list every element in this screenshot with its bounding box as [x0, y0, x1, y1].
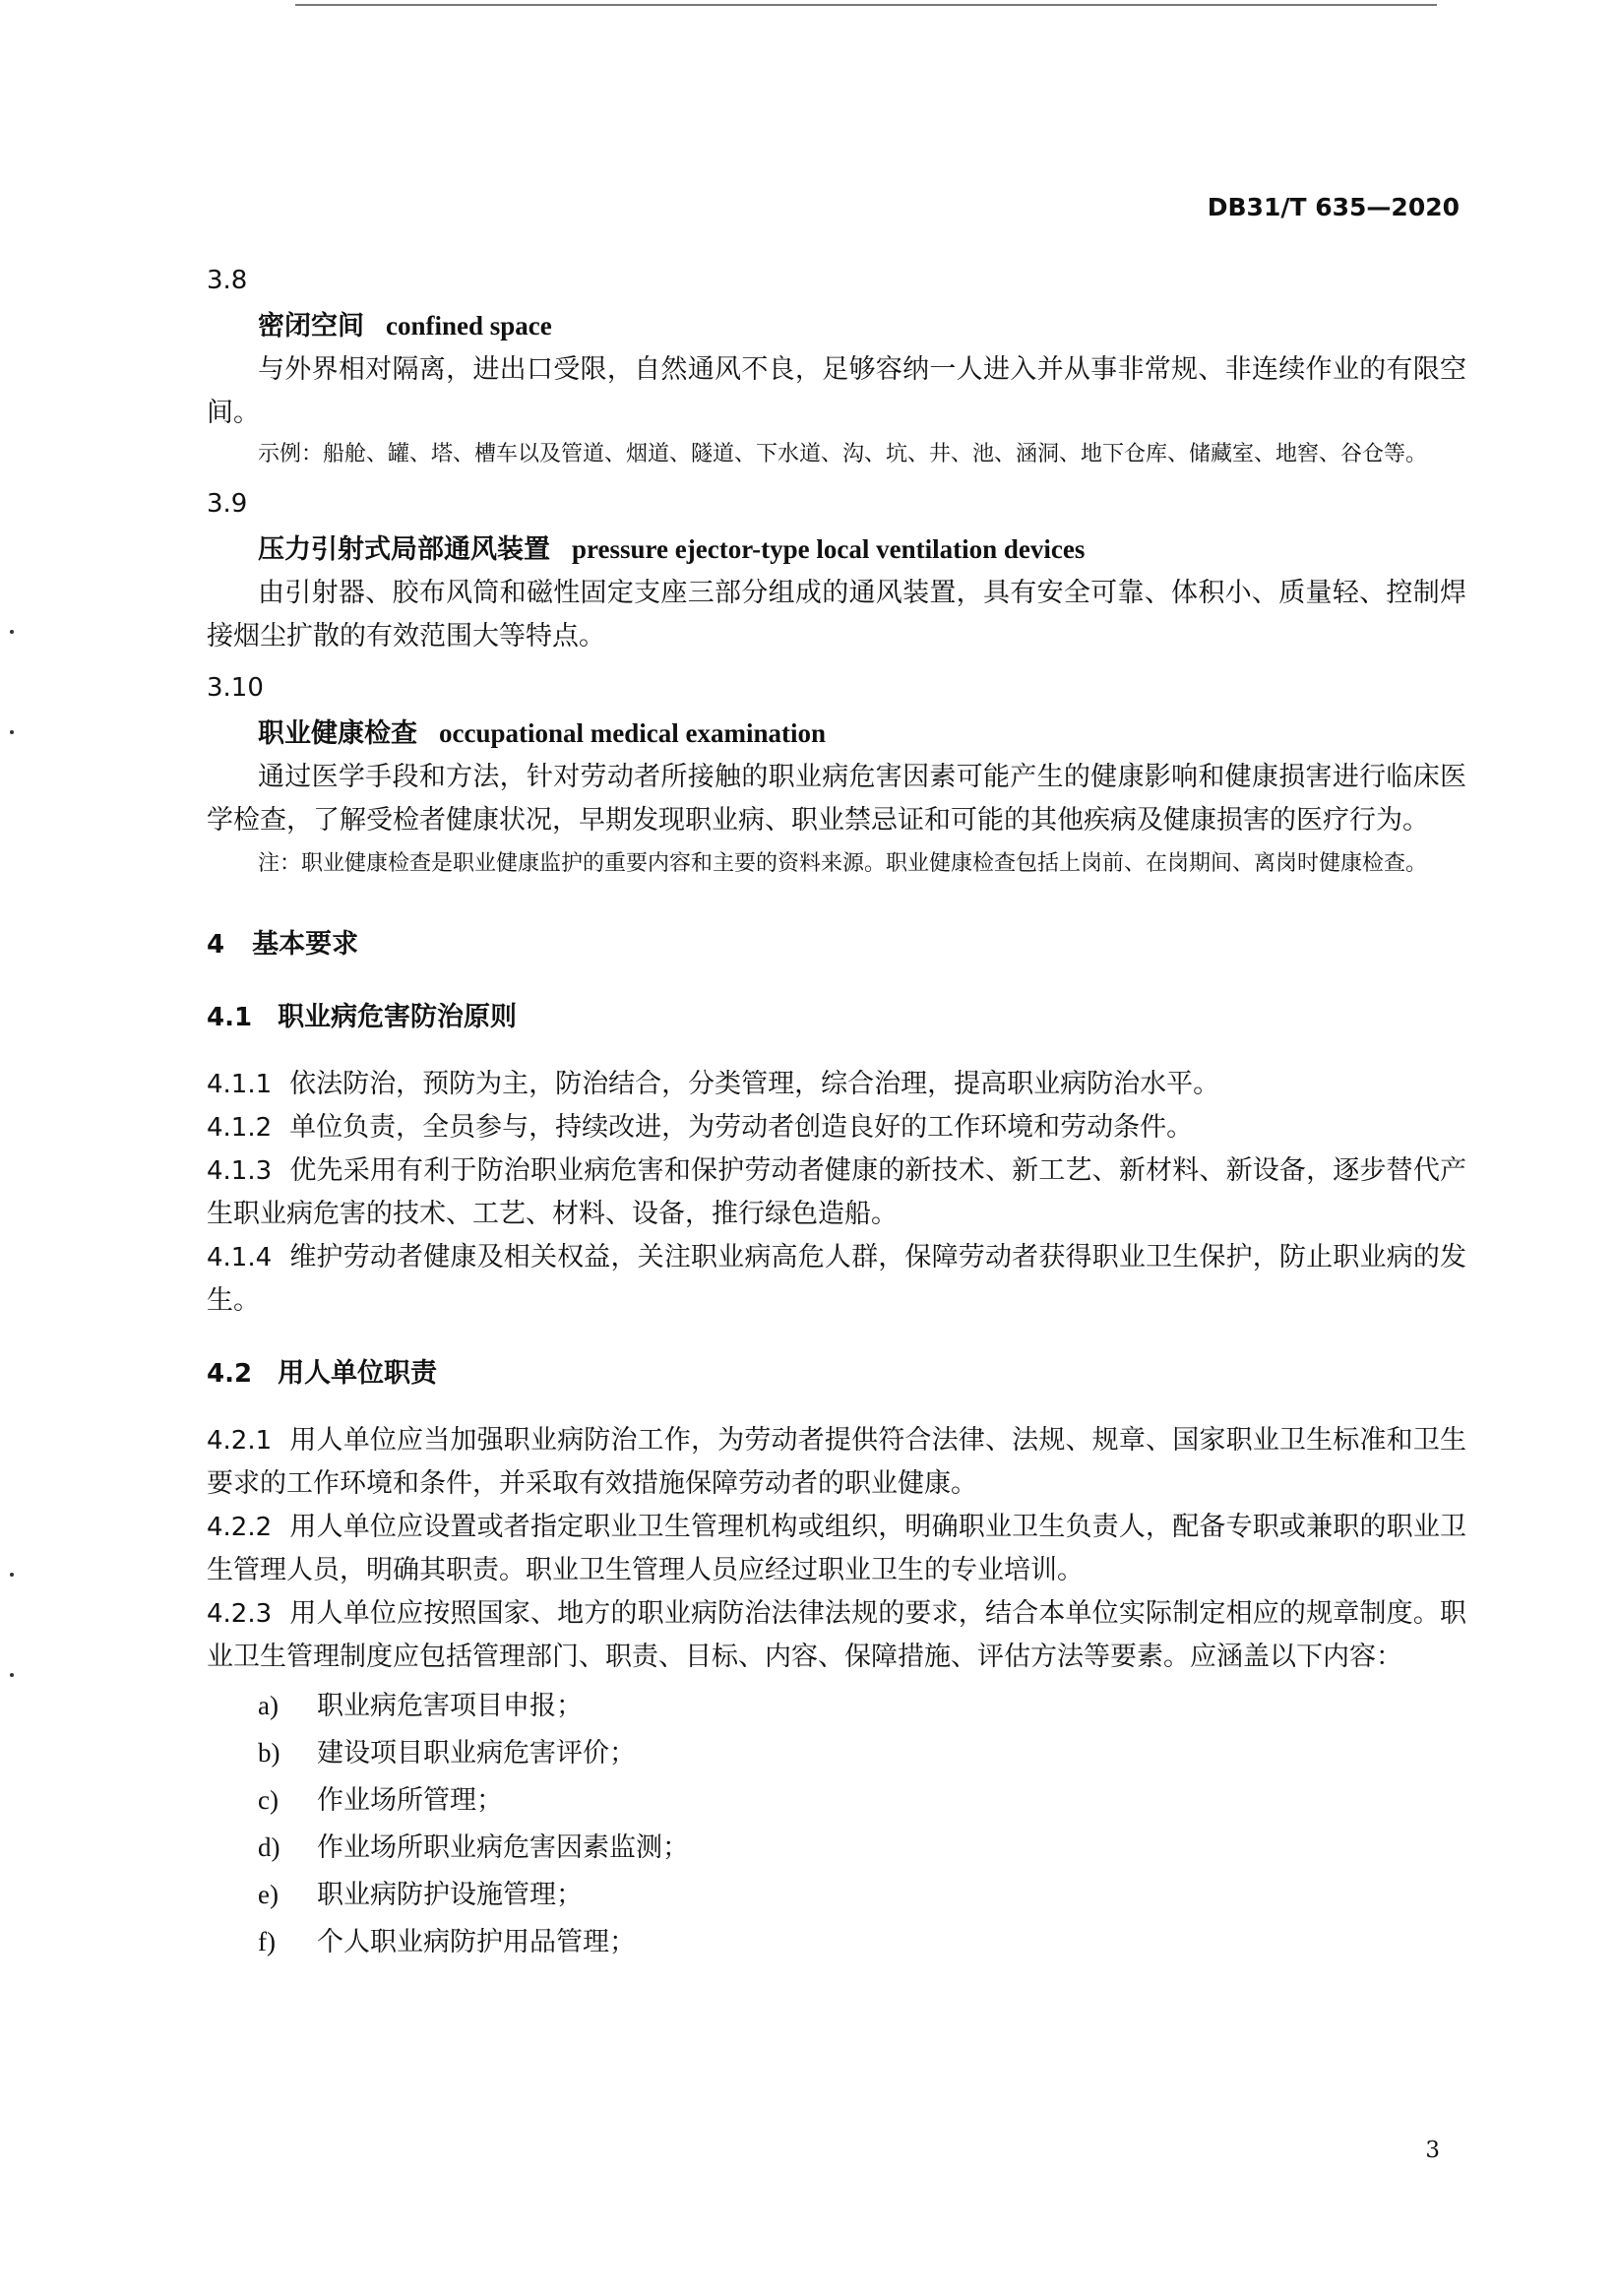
term-3-8 — [207, 259, 1466, 474]
section-4-1-heading — [207, 996, 1466, 1039]
list-item — [207, 1825, 1466, 1871]
list-item — [207, 1730, 1466, 1776]
clause-4-1-3 — [207, 1149, 1466, 1236]
term-name — [207, 527, 1466, 572]
term-name-en: occupational medical examination — [439, 718, 826, 748]
scan-mark — [10, 1673, 14, 1677]
clause-text: 优先采用有利于防治职业病危害和保护劳动者健康的新技术、新工艺、新材料、新设备，逐步替代产生职业病危害的技术、工艺、材料、设备，推行绿色造船。 — [207, 1155, 1466, 1229]
subsection-title: 用人单位职责 — [278, 1358, 438, 1389]
term-number: 3.9 — [207, 489, 248, 519]
scan-mark — [10, 730, 14, 734]
clause-4-1-2 — [207, 1106, 1466, 1149]
clause-4-1-4 — [207, 1236, 1466, 1323]
list-text: 建设项目职业病危害评价； — [317, 1738, 636, 1769]
term-name-cn: 密闭空间 — [258, 311, 364, 341]
list-item — [207, 1919, 1466, 1965]
clause-number: 4.2.1 — [207, 1426, 273, 1456]
term-name-cn: 职业健康检查 — [258, 718, 417, 749]
list-item — [207, 1683, 1466, 1729]
clause-number: 4.2.3 — [207, 1599, 273, 1629]
clause-text: 用人单位应设置或者指定职业卫生管理机构或组织，明确职业卫生负责人，配备专职或兼职的职业卫生管理人员，明确其职责。职业卫生管理人员应经过职业卫生的专业培训。 — [207, 1512, 1466, 1585]
term-3-10 — [207, 666, 1466, 886]
list-text: 个人职业病防护用品管理； — [317, 1927, 636, 1957]
list-marker: c) — [258, 1785, 279, 1815]
clause-number: 4.2.2 — [207, 1513, 273, 1542]
clause-4-2-2 — [207, 1506, 1466, 1592]
term-3-9 — [207, 482, 1466, 658]
clause-4-1-1 — [207, 1063, 1466, 1106]
section-4-2-heading — [207, 1352, 1466, 1396]
clause-4-2-3 — [207, 1592, 1466, 1679]
term-definition: 通过医学手段和方法，针对劳动者所接触的职业病危害因素可能产生的健康影响和健康损害进行临床医学检查，了解受检者健康状况，早期发现职业病、职业禁忌证和可能的其他疾病及健康损害的医疗行为。 — [207, 762, 1466, 836]
clause-text: 用人单位应按照国家、地方的职业病防治法律法规的要求，结合本单位实际制定相应的规章制度。职业卫生管理制度应包括管理部门、职责、目标、内容、保障措施、评估方法等要素。应涵盖以下内容： — [207, 1598, 1466, 1672]
note-text: 职业健康检查是职业健康监护的重要内容和主要的资料来源。职业健康检查包括上岗前、在岗期间、离岗时健康检查。 — [301, 851, 1428, 876]
list-marker: e) — [258, 1880, 279, 1909]
term-number: 3.8 — [207, 266, 248, 295]
term-name — [207, 304, 1466, 348]
term-number: 3.10 — [207, 673, 264, 703]
list-marker: a) — [258, 1691, 279, 1720]
term-name — [207, 712, 1466, 756]
standard-code: DB31/T 635—2020 — [1207, 193, 1460, 221]
list-item — [207, 1777, 1466, 1824]
term-note — [207, 842, 1466, 886]
subsection-title: 职业病危害防治原则 — [278, 1002, 518, 1032]
section-number: 4 — [207, 930, 225, 960]
note-label: 注： — [258, 851, 302, 876]
scan-mark — [10, 1573, 14, 1577]
clause-number: 4.1.2 — [207, 1113, 273, 1143]
document-body — [207, 251, 1466, 1966]
clause-number: 4.1.1 — [207, 1070, 273, 1099]
list-marker: d) — [258, 1832, 280, 1862]
term-name-cn: 压力引射式局部通风装置 — [258, 534, 550, 565]
clause-number: 4.1.3 — [207, 1156, 273, 1186]
list-marker: f) — [258, 1927, 276, 1956]
list-marker: b) — [258, 1738, 280, 1768]
list-text: 职业病防护设施管理； — [317, 1880, 583, 1910]
scan-mark — [10, 630, 14, 634]
term-name-en: pressure ejector-type local ventilation devices — [572, 534, 1086, 564]
section-title: 基本要求 — [252, 929, 359, 960]
clause-text: 用人单位应当加强职业病防治工作，为劳动者提供符合法律、法规、规章、国家职业卫生标准和卫生要求的工作环境和条件，并采取有效措施保障劳动者的职业健康。 — [207, 1425, 1466, 1499]
term-definition: 由引射器、胶布风筒和磁性固定支座三部分组成的通风装置，具有安全可靠、体积小、质量轻、控制焊接烟尘扩散的有效范围大等特点。 — [207, 578, 1466, 652]
list-text: 作业场所管理； — [317, 1785, 503, 1816]
clause-4-2-1 — [207, 1419, 1466, 1506]
list-text: 职业病危害项目申报； — [317, 1691, 583, 1721]
list-item — [207, 1872, 1466, 1918]
subsection-number: 4.2 — [207, 1359, 253, 1389]
section-4-heading — [207, 923, 1466, 966]
subsection-number: 4.1 — [207, 1003, 253, 1032]
clause-text: 依法防治，预防为主，防治结合，分类管理，综合治理，提高职业病防治水平。 — [289, 1069, 1220, 1099]
clause-number: 4.1.4 — [207, 1243, 273, 1272]
clause-text: 维护劳动者健康及相关权益，关注职业病高危人群，保障劳动者获得职业卫生保护，防止职业病的发生。 — [207, 1242, 1466, 1316]
term-example: 示例：船舱、罐、塔、槽车以及管道、烟道、隧道、下水道、沟、坑、井、池、涵洞、地下仓库、储藏室、地窖、谷仓等。 — [258, 442, 1428, 466]
page-number: 3 — [1425, 2138, 1440, 2163]
clause-text: 单位负责，全员参与，持续改进，为劳动者创造良好的工作环境和劳动条件。 — [289, 1112, 1194, 1143]
management-items-list — [207, 1683, 1466, 1965]
list-text: 作业场所职业病危害因素监测； — [317, 1832, 689, 1863]
term-name-en: confined space — [386, 311, 552, 341]
top-rule — [295, 4, 1437, 6]
term-definition: 与外界相对隔离，进出口受限，自然通风不良，足够容纳一人进入并从事非常规、非连续作业的有限空间。 — [207, 354, 1466, 428]
